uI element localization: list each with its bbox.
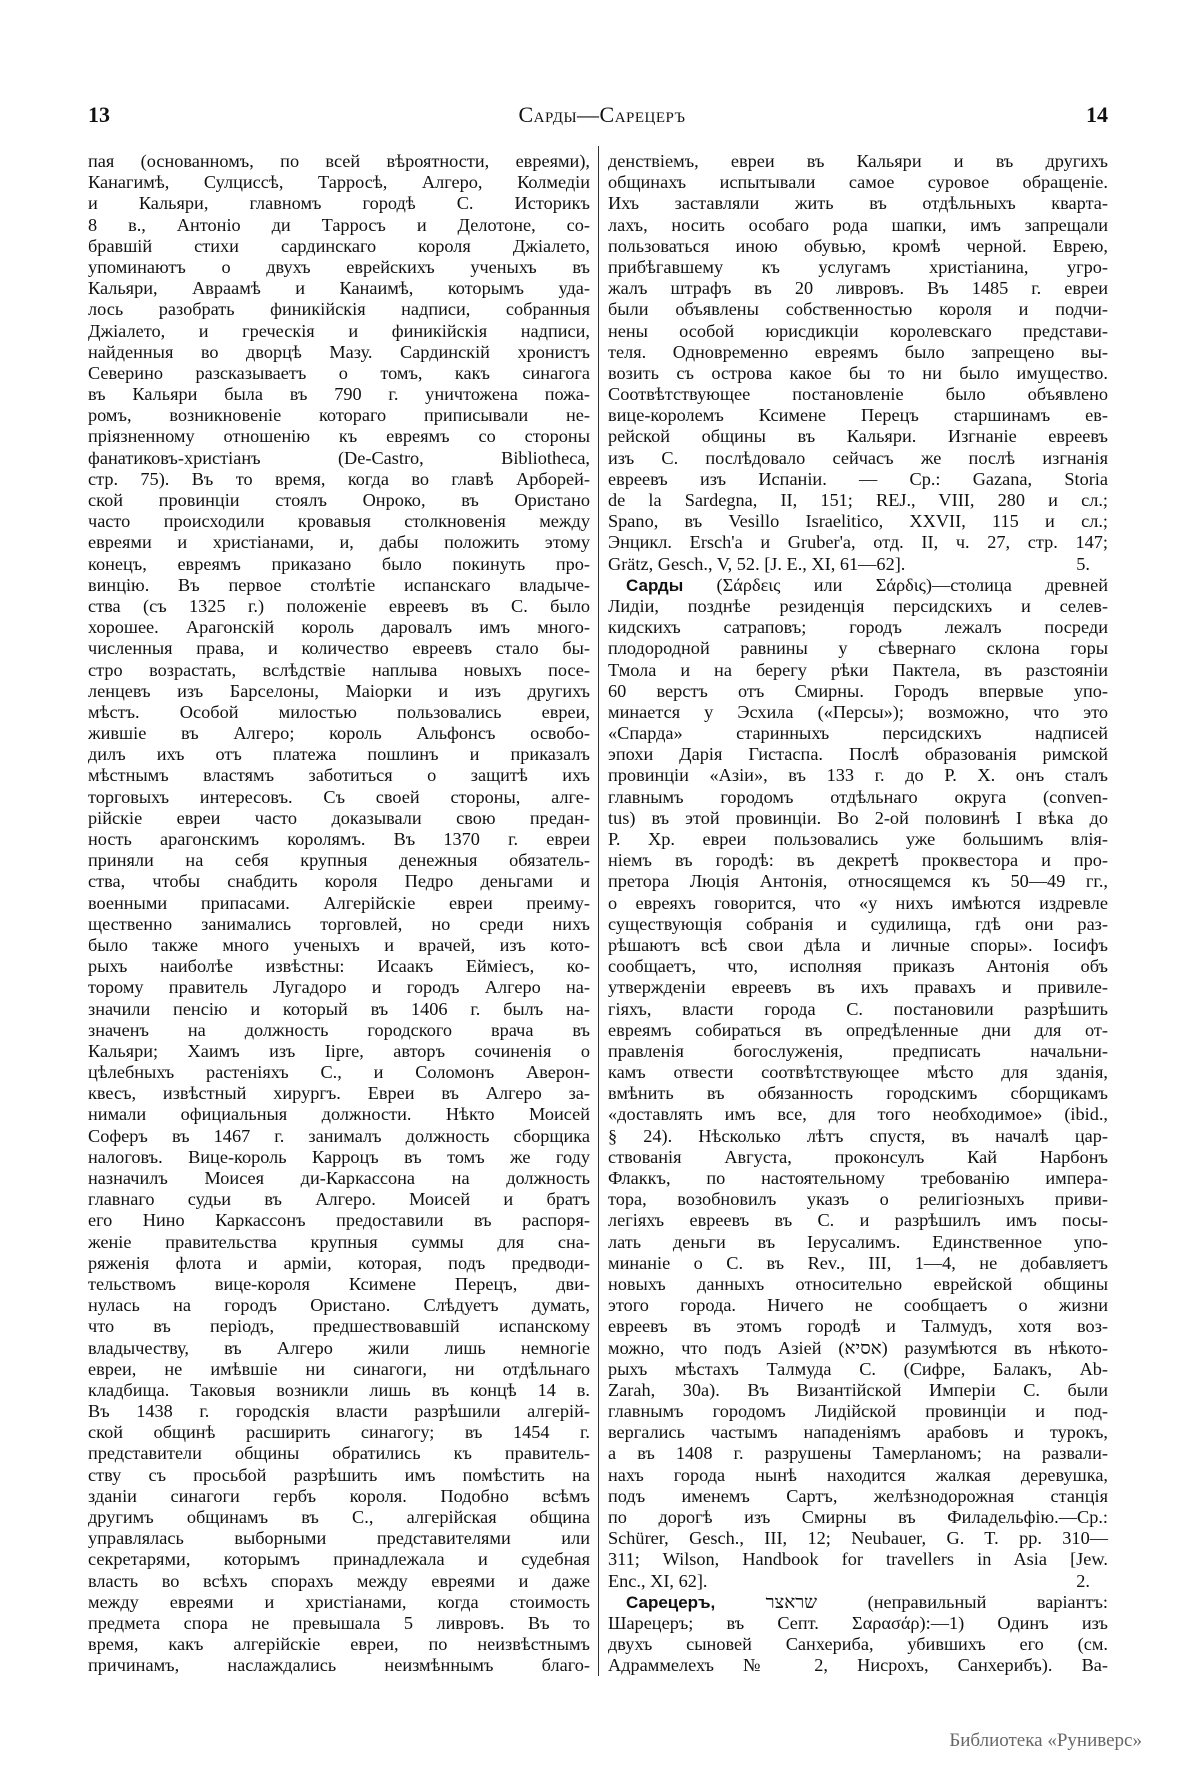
text-line: часто происходили кровавыя столкновенія между: [88, 511, 590, 532]
text-line: фанатиковъ-христіанъ (De-Castro, Bibliotheca,: [88, 447, 590, 468]
text-line: [608, 236, 1108, 257]
text-line: въ Кальяри была въ 790 г. уничтожена пожа-: [88, 384, 590, 405]
text-line: ской провинціи стоялъ Онроко, въ Ористано: [88, 490, 590, 510]
line-text: Р. Хр. евреи пользовались уже большимъ влія-: [608, 829, 1108, 849]
entry-headword: Сарецеръ,: [626, 1592, 716, 1612]
author-mark: 2.: [1076, 1570, 1090, 1591]
line-text: нены особой юрисдикціи королевскаго представи-: [608, 320, 1108, 341]
text-line: приняли на себя крупныя денежныя обязатель-: [88, 850, 590, 871]
text-line: ленцевъ изъ Барселоны, Маіорки и изъ другихъ: [88, 680, 590, 701]
line-text: Соотвѣтствующее постановленіе было объявлено: [608, 384, 1108, 405]
text-line: стр. 75). Въ то время, когда во главѣ Арборей-: [88, 468, 590, 489]
line-text: ніемъ въ городѣ: въ декретѣ проквестора и про-: [608, 850, 1108, 871]
text-line: бравшій стихи сардинскаго короля Джіалето,: [88, 235, 590, 256]
text-line: ской общинѣ расширить синагогу; въ 1454 г.: [88, 1422, 590, 1443]
text-line: управлялась выборными представителями или: [88, 1528, 590, 1549]
text-line: [608, 1316, 1108, 1337]
line-text: Ихъ заставляли жить въ отдѣльныхъ кварта-: [608, 193, 1108, 214]
line-text: рѣшаютъ всѣ свои дѣла и личные споры». Іосифъ: [608, 934, 1108, 955]
text-line: [608, 363, 1108, 384]
text-line: [608, 1507, 1108, 1528]
text-line: [608, 1189, 1108, 1210]
text-line: главнаго судьи въ Алгеро. Моисей и братъ: [88, 1189, 590, 1210]
line-text: новыхъ данныхъ относительно еврейской общины: [608, 1273, 1108, 1294]
line-text: de la Sardegna, II, 151; REJ., VIII, 280 и сл.;: [608, 490, 1108, 510]
line-text: вергались частымъ нападеніямъ арабовъ и турокъ,: [608, 1422, 1108, 1443]
text-line: [608, 935, 1108, 956]
text-line: [608, 914, 1108, 935]
text-line: [608, 1083, 1108, 1104]
text-line: рыхъ наиболѣе извѣстны: Исаакъ Еймiесъ, ко-: [88, 956, 590, 977]
text-line: Въ 1438 г. городскія власти разрѣшили алгерій-: [88, 1401, 590, 1422]
text-line: Кальяри; Хаимъ изъ Ііpre, авторъ сочиненія о: [88, 1040, 590, 1061]
text-line: [608, 1062, 1108, 1083]
text-line: тельствомъ вице-короля Ксимене Перецъ, дви-: [88, 1273, 590, 1294]
text-line: [608, 1210, 1108, 1231]
text-line: [608, 723, 1108, 744]
page-number-left: 13: [88, 102, 110, 127]
line-text: Шарецеръ; въ Септ. Σαρασάρ):—1) Одинъ изъ: [608, 1612, 1108, 1633]
line-text: гіяхъ, власти города С. постановили разрѣшить: [608, 998, 1108, 1019]
left-column: [88, 151, 590, 1677]
line-text: легіяхъ евреевъ въ С. и разрѣшилъ имъ посы-: [608, 1210, 1108, 1231]
text-line: налоговъ. Вице-король Карроцъ въ томъ же году: [88, 1146, 590, 1167]
text-line: евреями и христіанами, и, дабы положить этому: [88, 532, 590, 553]
line-text: можно, что подъ Азіей (אסיא) разумѣются въ нѣкото-: [608, 1337, 1108, 1358]
text-line: [608, 893, 1108, 914]
line-text: подъ именемъ Сартъ, желѣзнодорожная станція: [608, 1485, 1108, 1506]
text-line: ность арагонскимъ королямъ. Въ 1370 г. евреи: [88, 829, 590, 849]
line-text: 311; Wilson, Handbook for travellers in Asia [Jew.: [608, 1549, 1108, 1570]
text-line: евреи, не имѣвшіе ни синагоги, ни отдѣльнаго: [88, 1358, 590, 1379]
text-line: [608, 1528, 1108, 1549]
text-line: было также много ученыхъ и врачей, изъ кото-: [88, 934, 590, 955]
text-line: численныя права, и количество евреевъ стало бы-: [88, 638, 590, 659]
line-text: денствіемъ, евреи въ Кальяри и въ другихъ: [608, 151, 1108, 171]
text-line: между евреями и христіанами, когда стоимость: [88, 1591, 590, 1612]
running-title: Сарды—Сарецеръ: [518, 102, 686, 127]
text-line: [608, 384, 1108, 405]
text-line: [608, 469, 1108, 490]
text-line: [608, 1041, 1108, 1062]
text-line: квесъ, извѣстный хирургъ. Евреи въ Алгеро за-: [88, 1083, 590, 1104]
text-line: [608, 1401, 1108, 1422]
text-line: [608, 744, 1108, 765]
text-line: [608, 871, 1108, 892]
text-line: [608, 1380, 1108, 1401]
text-line: [608, 638, 1108, 659]
author-mark: 5.: [1076, 553, 1090, 574]
line-text: Адраммелехъ № 2, Нисрохъ, Санхерибъ). Ва-: [608, 1655, 1108, 1676]
text-line: [608, 554, 1108, 575]
text-line: хорошее. Арагонскій король даровалъ имъ много-: [88, 617, 590, 638]
text-line: [608, 977, 1108, 998]
text-line: найденныя во дворцѣ Мазу. Сардинскій хронистъ: [88, 341, 590, 362]
text-line: другимъ общинамъ въ С., алгерійская община: [88, 1507, 590, 1527]
line-text: 60 верстъ отъ Смирны. Городъ впервые упо-: [608, 680, 1108, 701]
text-line: [608, 850, 1108, 871]
text-line: причинамъ, наслаждались неизмѣннымъ благо-: [88, 1655, 590, 1676]
line-text: возить съ острова какое бы то ни было имущество.: [608, 362, 1108, 383]
text-line: ряженія флота и арміи, которая, подъ предводи-: [88, 1252, 590, 1273]
text-line: [608, 999, 1108, 1020]
line-text: теля. Одновременно евреямъ было запрещено вы-: [608, 341, 1108, 362]
text-line: торому правитель Лугадоро и городъ Алгеро на-: [88, 977, 590, 998]
text-line: [608, 532, 1108, 553]
text-line: [608, 596, 1108, 617]
entry-headword: Сарды: [626, 575, 684, 595]
line-text: «Спарда» старинныхъ персидскихъ надписей: [608, 723, 1108, 744]
line-text: лать деньги въ Іерусалимъ. Единственное упо-: [608, 1231, 1108, 1252]
line-text: главнымъ городомъ Лидійской провинціи и под-: [608, 1401, 1108, 1422]
text-line: [608, 405, 1108, 426]
line-text: а въ 1408 г. разрушены Тамерланомъ; на развали-: [608, 1443, 1108, 1464]
text-line: [608, 1613, 1108, 1634]
text-line: нулась на городъ Ористано. Слѣдуетъ думать,: [88, 1295, 590, 1316]
text-line: [608, 511, 1108, 532]
text-line: дилъ ихъ отъ платежа пошлинъ и приказалъ: [88, 744, 590, 765]
text-line: [608, 1232, 1108, 1253]
text-line: рійскіе евреи часто доказывали свою предан-: [88, 807, 590, 828]
text-line: [608, 681, 1108, 702]
text-line: предмета спора не превышала 5 ливровъ. Въ то: [88, 1612, 590, 1633]
text-line: ства (съ 1325 г.) положеніе евреевъ въ С. было: [88, 595, 590, 616]
line-text: эпохи Дарія Гистаспа. Послѣ образованія римской: [608, 744, 1108, 765]
text-line: [608, 278, 1108, 299]
text-line: женіе правительства крупныя суммы для сна-: [88, 1231, 590, 1252]
line-text: «доставлять имъ все, для того необходимое» (ibid.,: [608, 1104, 1108, 1125]
text-line: щественно занимались торговлей, но среди нихъ: [88, 913, 590, 934]
text-line: [608, 1465, 1108, 1486]
text-line: Канагимѣ, Сулциссѣ, Тарросѣ, Алгеро, Колмедіи: [88, 172, 590, 193]
text-line: лось разобрать финикійскія надписи, собранныя: [88, 299, 590, 320]
text-line: пая (основанномъ, по всей вѣроятности, евреями),: [88, 151, 590, 171]
text-line: упоминаютъ о двухъ еврейскихъ ученыхъ въ: [88, 256, 590, 277]
text-line: [608, 1253, 1108, 1274]
line-text: Энцикл. Ersch'a и Gruber'a, отд. II, ч. 27, стр. 147;: [608, 532, 1108, 553]
line-text: сообщаетъ, что, исполняя приказъ Антонія объ: [608, 956, 1108, 977]
text-line: [608, 956, 1108, 977]
text-line: [608, 215, 1108, 236]
line-text: вице-королемъ Ксимене Перецъ старшинамъ ев-: [608, 405, 1108, 426]
line-text: пользоваться иною обувью, кромѣ черной. Еврею,: [608, 235, 1108, 256]
line-text: Enc., XI, 62].: [608, 1570, 708, 1591]
line-text: tus) въ этой провинціи. Во 2-ой половинѣ I вѣка до: [608, 807, 1108, 828]
text-line: [608, 1274, 1108, 1295]
line-text: изъ С. послѣдовало сейчасъ же послѣ изгнанія: [608, 447, 1108, 468]
line-text: ствованія Августа, проконсулъ Кай Нарбонъ: [608, 1146, 1108, 1167]
text-line: [608, 1655, 1108, 1676]
line-text: Spano, въ Vesillo Israelitico, XXVII, 115 и сл.;: [608, 511, 1108, 532]
text-line: нимали официальныя должности. Нѣкто Моисей: [88, 1104, 590, 1125]
line-text: были объявлены собственностью короля и подчи-: [608, 299, 1108, 320]
line-text: евреямъ собираться въ опредѣленные дни для от-: [608, 1019, 1108, 1040]
text-line: [608, 1147, 1108, 1168]
text-line: [608, 1104, 1108, 1125]
line-text: камъ отвести соотвѣтствующее мѣсто для зданія,: [608, 1062, 1108, 1083]
text-line: мѣстъ. Особой милостью пользовались евреи,: [88, 701, 590, 722]
line-text: минается у Эсхила («Персы»); возможно, что это: [608, 701, 1108, 722]
text-line: стро возрастать, вслѣдствіе наплыва новыхъ посе-: [88, 659, 590, 680]
text-line: Северино разсказываетъ о томъ, какъ синагога: [88, 362, 590, 383]
text-line: цѣлебныхъ растеніяхъ С., и Соломонъ Аверон-: [88, 1062, 590, 1083]
text-line: [608, 702, 1108, 723]
line-text: двухъ сыновей Санхериба, убившихъ его (см.: [608, 1634, 1108, 1655]
line-text: прибѣгавшему къ услугамъ христіанина, угро-: [608, 256, 1108, 277]
text-line: [608, 1168, 1108, 1189]
line-text: лахъ, носить особаго рода шапки, имъ запрещали: [608, 214, 1108, 235]
line-text: (Σάρδεις или Σάρδις)—столица древней: [683, 574, 1108, 595]
text-line: власть во всѣхъ спорахъ между евреями и даже: [88, 1570, 590, 1591]
line-text: тора, возобновилъ указъ о религіозныхъ приви-: [608, 1189, 1108, 1210]
text-line: [608, 1549, 1108, 1570]
text-line: винцію. Въ первое столѣтіе испанскаго владыче-: [88, 574, 590, 595]
text-line: [608, 660, 1108, 681]
text-line: [608, 765, 1108, 786]
text-line: [608, 829, 1108, 850]
line-text: кидскихъ сатраповъ; городъ лежалъ посреди: [608, 617, 1108, 638]
line-text: § 24). Нѣсколько лѣтъ спустя, въ началѣ цар-: [608, 1125, 1108, 1146]
text-line: 8 в., Антоніо ди Тарросъ и Делотоне, со-: [88, 214, 590, 235]
line-text: рейской общины въ Кальяри. Изгнаніе евреевъ: [608, 426, 1108, 447]
line-text: Grätz, Gesch., V, 52. [J. E., XI, 61—62].: [608, 553, 906, 574]
line-text: вмѣнить въ обязанность городскимъ сборщикамъ: [608, 1083, 1108, 1104]
text-line: пріязненному отношенію къ евреямъ со стороны: [88, 426, 590, 447]
text-line: секретарями, которымъ принадлежала и судебная: [88, 1549, 590, 1570]
entry-heading-line: [608, 575, 1108, 596]
text-line: Кальяри, Авраамѣ и Канаимѣ, которымъ уда-: [88, 278, 590, 299]
library-watermark: Библиотека «Руниверс»: [949, 1730, 1142, 1751]
text-line: представители общины обратились къ правитель-: [88, 1443, 590, 1464]
text-line: мѣстнымъ властямъ заботиться о защитѣ ихъ: [88, 765, 590, 786]
text-line: Джіалето, и греческія и финикійскія надписи,: [88, 320, 590, 341]
text-line: [608, 1571, 1108, 1592]
text-line: [608, 448, 1108, 469]
line-text: общинахъ испытывали самое суровое обращеніе.: [608, 172, 1108, 193]
text-line: [608, 1634, 1108, 1655]
line-text: нахъ города нынѣ находится жалкая деревушка,: [608, 1464, 1108, 1485]
text-line: [608, 1126, 1108, 1147]
text-line: жившіе въ Алгеро; король Альфонсъ освобо-: [88, 723, 590, 744]
text-line: торговыхъ интересовъ. Съ своей стороны, алге-: [88, 786, 590, 807]
text-line: [608, 426, 1108, 447]
line-text: рыхъ мѣстахъ Талмуда С. (Сифре, Балакъ, Ab-: [608, 1358, 1108, 1379]
text-line: Соферъ въ 1467 г. занималъ должность сборщика: [88, 1125, 590, 1146]
text-line: кладбища. Таковыя возникли лишь въ концѣ 14 в.: [88, 1379, 590, 1400]
line-text: утвержденіи евреевъ въ ихъ правахъ и привиле-: [608, 977, 1108, 998]
text-line: [608, 342, 1108, 363]
line-text: претора Люція Антонія, относящемся къ 50—49 гг.,: [608, 871, 1108, 892]
text-line: [608, 172, 1108, 193]
text-line: [608, 808, 1108, 829]
text-line: ства, чтобы снабдить короля Педро деньгами и: [88, 871, 590, 892]
text-line: [608, 1338, 1108, 1359]
text-line: [608, 1020, 1108, 1041]
line-text: минаніе о С. въ Rev., III, 1—4, не добавляетъ: [608, 1252, 1108, 1273]
line-text: Тмола и на берегу рѣки Пактела, въ разстояніи: [608, 659, 1108, 680]
text-line: [608, 257, 1108, 278]
text-line: [608, 151, 1108, 172]
text-line: [608, 490, 1108, 511]
text-line: зданіи синагоги гербъ короля. Подобно всѣмъ: [88, 1485, 590, 1506]
line-text: שראצר (неправильный варіантъ:: [715, 1591, 1108, 1612]
text-line: значенъ на должность городского врача въ: [88, 1019, 590, 1040]
line-text: главнымъ городомъ отдѣльнаго округа (conven-: [608, 786, 1108, 807]
line-text: по дорогѣ изъ Смирны въ Филадельфію.—Ср.:: [608, 1507, 1108, 1527]
page-number-right: 14: [1086, 102, 1108, 127]
text-line: [608, 1359, 1108, 1380]
text-line: конецъ, евреямъ приказано было покинуть про-: [88, 553, 590, 574]
text-line: [608, 617, 1108, 638]
line-text: этого города. Ничего не сообщаетъ о жизни: [608, 1295, 1108, 1316]
text-line: [608, 1443, 1108, 1464]
line-text: Zarah, 30a). Въ Византійской Имперіи С. были: [608, 1379, 1108, 1400]
line-text: о евреяхъ говорится, что «у нихъ имѣются издревле: [608, 892, 1108, 913]
text-line: военными припасами. Алгерійскіе евреи преиму-: [88, 892, 590, 913]
text-line: владычеству, въ Алгеро жили лишь немногіе: [88, 1337, 590, 1358]
text-line: ромъ, возникновеніе котораго приписывали не-: [88, 405, 590, 426]
text-line: [608, 1295, 1108, 1316]
line-text: существующія собранія и судилища, гдѣ они раз-: [608, 913, 1108, 934]
text-line: время, какъ алгерійскіе евреи, по неизвѣстнымъ: [88, 1634, 590, 1655]
line-text: Флаккъ, по настоятельному требованію импера-: [608, 1168, 1108, 1188]
line-text: провинціи «Азіи», въ 133 г. до Р. Х. онъ сталъ: [608, 765, 1108, 786]
line-text: жалъ штрафъ въ 20 ливровъ. Въ 1485 г. евреи: [608, 278, 1108, 299]
text-line: [608, 1486, 1108, 1507]
text-line: что въ періодъ, предшествовавшій испанскому: [88, 1316, 590, 1337]
line-text: правленія богослуженія, предписать начальни-: [608, 1040, 1108, 1061]
text-line: [608, 321, 1108, 342]
text-line: [608, 1422, 1108, 1443]
line-text: евреевъ изъ Испаніи. — Ср.: Gazana, Storia: [608, 468, 1108, 489]
line-text: евреевъ въ этомъ городѣ и Талмудъ, хотя воз-: [608, 1316, 1108, 1337]
text-line: назначилъ Моисея ди-Каркассона на должность: [88, 1168, 590, 1188]
text-line: [608, 299, 1108, 320]
line-text: плодородной равнины у сѣвернаго склона горы: [608, 638, 1108, 659]
text-line: и Кальяри, главномъ городѣ С. Историкъ: [88, 193, 590, 214]
text-line: его Нино Каркассонъ предоставили въ распоря-: [88, 1210, 590, 1231]
entry-heading-line: [608, 1592, 1108, 1613]
column-divider: [598, 146, 599, 1676]
text-line: значили пенсію и который въ 1406 г. былъ на-: [88, 998, 590, 1019]
text-line: [608, 787, 1108, 808]
right-column: [608, 151, 1108, 1677]
line-text: Schürer, Gesch., III, 12; Neubauer, G. T. pp. 310—: [608, 1528, 1108, 1549]
text-line: [608, 193, 1108, 214]
line-text: Лидіи, позднѣе резиденція персидскихъ и селев-: [608, 595, 1108, 616]
text-line: ству съ просьбой разрѣшить имъ помѣстить на: [88, 1464, 590, 1485]
